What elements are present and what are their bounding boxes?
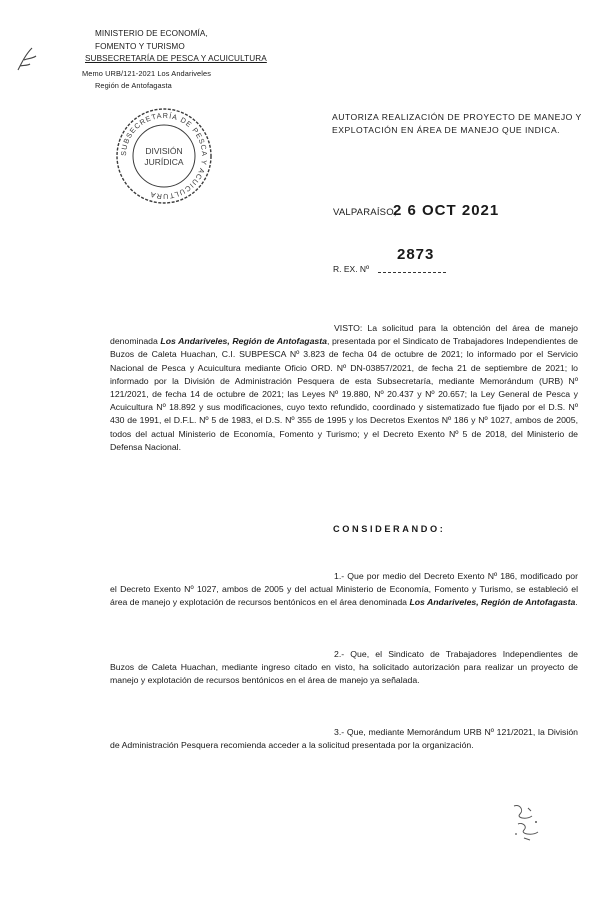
ministry-name: MINISTERIO DE ECONOMÍA, xyxy=(95,29,208,38)
considerando-1-text-a: 1.- Que por medio del Decreto Exento Nº 186, modificado por el Decreto Exento Nº 1027, ambos de 2005 y del actual Ministerio de Economía, Fomento y Turismo, se estableció el área de manejo y explotación de recursos bentónicos en el área denominada xyxy=(110,571,578,608)
resolution-number-line xyxy=(378,271,446,273)
considerando-1-area-name: Los Andariveles, Región de Antofagasta xyxy=(409,597,576,608)
initials-mark xyxy=(506,800,546,844)
visto-paragraph xyxy=(110,322,578,454)
memo-reference: Memo URB/121-2021 Los Andariveles xyxy=(82,69,212,78)
resolution-label: R. EX. Nº xyxy=(333,264,370,274)
visto-text-a: La solicitud para la obtención del área de manejo denominada xyxy=(110,323,578,347)
considerando-item-3 xyxy=(110,726,578,752)
stamp-ring-text: SUBSECRETARÍA DE PESCA Y ACUICULTURA xyxy=(118,110,210,202)
official-stamp xyxy=(112,104,216,208)
visto-area-name: Los Andariveles, Región de Antofagasta xyxy=(160,336,327,347)
stamp-center-line2: JURÍDICA xyxy=(144,157,184,167)
stamp-center-line1: DIVISIÓN xyxy=(145,146,183,156)
date-value: 2 6 OCT 2021 xyxy=(393,202,500,219)
undersecretariat-name: SUBSECRETARÍA DE PESCA Y ACUICULTURA xyxy=(85,54,267,63)
considerando-3-text: 3.- Que, mediante Memorándum URB Nº 121/2021, la División de Administración Pesquera recomienda acceder a la solicitud presentada por la organización. xyxy=(110,727,578,751)
considerando-heading: CONSIDERANDO: xyxy=(333,524,446,534)
date-label: VALPARAÍSO, xyxy=(333,207,397,218)
visto-label: VISTO: xyxy=(334,323,363,333)
resolution-subject: AUTORIZA REALIZACIÓN DE PROYECTO DE MANEJO Y EXPLOTACIÓN EN ÁREA DE MANEJO QUE INDICA. xyxy=(332,112,582,135)
considerando-1-text-b: . xyxy=(575,597,578,608)
ministry-name-cont: FOMENTO Y TURISMO xyxy=(95,42,185,51)
considerando-item-2 xyxy=(110,648,578,688)
considerando-item-1 xyxy=(110,570,578,610)
resolution-number: 2873 xyxy=(397,246,435,263)
considerando-2-text: 2.- Que, el Sindicato de Trabajadores Independientes de Buzos de Caleta Huachan, mediante ingreso citado en visto, ha solicitado autorización para realizar un proyecto de manejo y explotación de recursos bentónicos en el área de manejo ya señalada. xyxy=(110,649,578,686)
visto-text-b: , presentada por el Sindicato de Trabajadores Independientes de Buzos de Caleta Huachan, C.I. SUBPESCA Nº 3.823 de fecha 04 de octubre de 2021; lo informado por el Servicio Nacional de Pesca y Acuicultura mediante Oficio ORD. Nº DN-03857/2021, de fecha 21 de septiembre de 2021; lo informado por la División de Administración Pesquera de esta Subsecretaría, mediante Memorándum (URB) Nº 121/2021, de fecha 14 de octubre de 2021; las Leyes Nº 19.880, Nº 20.437 y Nº 20.657; la Ley General de Pesca y Acuicultura Nº 18.892 y sus modificaciones, cuyo texto refundido, coordinado y sistematizado fue fijado por el D.S. Nº 430 de 1991, el D.F.L. Nº 5 de 1983, el D.S. Nº 355 de 1995 y los Decretos Exentos Nº 186 y Nº 1027, ambos de 2005, todos del actual Ministerio de Economía, Fomento y Turismo; y el Decreto Exento Nº 5 de 2018, del Ministerio de Defensa Nacional. xyxy=(110,336,578,452)
signature-mark xyxy=(14,44,40,74)
region-reference: Región de Antofagasta xyxy=(95,81,172,90)
